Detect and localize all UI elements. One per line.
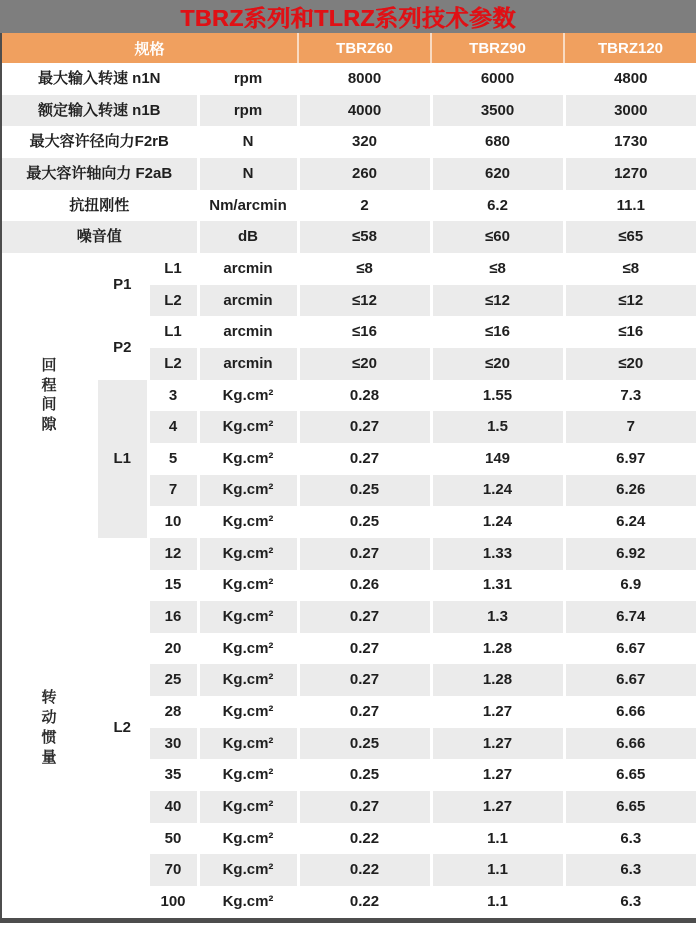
title-band [0, 0, 696, 33]
value-cell: 1.24 [431, 475, 564, 507]
sub-label-cell: 25 [148, 664, 198, 696]
unit-cell: Kg.cm² [198, 664, 298, 696]
bottom-padding [0, 923, 696, 930]
value-cell: 1.1 [431, 886, 564, 918]
unit-cell: arcmin [198, 348, 298, 380]
value-cell: 0.28 [298, 380, 431, 412]
table-row [2, 221, 696, 253]
header-model-tbrz90: TBRZ90 [431, 33, 564, 63]
value-cell: 0.27 [298, 411, 431, 443]
value-cell: ≤20 [564, 348, 696, 380]
sub-label-cell: 16 [148, 601, 198, 633]
value-cell: ≤8 [431, 253, 564, 285]
unit-cell: Kg.cm² [198, 443, 298, 475]
table-row [2, 380, 696, 412]
spec-table [2, 33, 696, 918]
row-label: 最大容许径向力F2rB [2, 126, 198, 158]
block-label-cell: L2 [97, 538, 148, 918]
row-label: 最大容许轴向力 F2aB [2, 158, 198, 190]
value-cell: 1.3 [431, 601, 564, 633]
value-cell: 0.22 [298, 823, 431, 855]
value-cell: 3000 [564, 95, 696, 127]
unit-cell: Kg.cm² [198, 823, 298, 855]
unit-cell: N [198, 158, 298, 190]
value-cell: 4800 [564, 63, 696, 95]
page-title: TBRZ系列和TLRZ系列技术参数 [180, 5, 516, 31]
value-cell: 6.65 [564, 791, 696, 823]
value-cell: 1.5 [431, 411, 564, 443]
unit-cell: Kg.cm² [198, 696, 298, 728]
value-cell: 11.1 [564, 190, 696, 222]
block-label-cell: L1 [97, 380, 148, 538]
table-row [2, 126, 696, 158]
sub-label-cell: 10 [148, 506, 198, 538]
unit-cell: Kg.cm² [198, 886, 298, 918]
header-model-tbrz60: TBRZ60 [298, 33, 431, 63]
value-cell: 6.92 [564, 538, 696, 570]
value-cell: 1.27 [431, 728, 564, 760]
value-cell: 0.27 [298, 633, 431, 665]
value-cell: 0.25 [298, 728, 431, 760]
value-cell: 1.27 [431, 791, 564, 823]
value-cell: 0.27 [298, 664, 431, 696]
group-label-vertical-text: 转 动 惯 量 [41, 689, 57, 766]
value-cell: 1.1 [431, 854, 564, 886]
value-cell: 6.26 [564, 475, 696, 507]
value-cell: 3500 [431, 95, 564, 127]
value-cell: 0.25 [298, 506, 431, 538]
value-cell: 6000 [431, 63, 564, 95]
value-cell: 6.67 [564, 633, 696, 665]
value-cell: ≤12 [564, 285, 696, 317]
unit-cell: Kg.cm² [198, 380, 298, 412]
group-label-vertical-text: 回 程 间 隙 [41, 356, 57, 434]
table-row [2, 538, 696, 570]
unit-cell: Kg.cm² [198, 538, 298, 570]
value-cell: ≤20 [298, 348, 431, 380]
table-row [2, 253, 696, 285]
value-cell: 1.28 [431, 664, 564, 696]
unit-cell: rpm [198, 95, 298, 127]
unit-cell: Kg.cm² [198, 633, 298, 665]
value-cell: 1270 [564, 158, 696, 190]
value-cell: 7 [564, 411, 696, 443]
sub-label-cell: 35 [148, 759, 198, 791]
value-cell: 6.97 [564, 443, 696, 475]
value-cell: 1.24 [431, 506, 564, 538]
table-row [2, 316, 696, 348]
value-cell: 6.9 [564, 570, 696, 602]
sub-label-cell: 40 [148, 791, 198, 823]
value-cell: ≤60 [431, 221, 564, 253]
value-cell: 6.3 [564, 823, 696, 855]
value-cell: 0.27 [298, 791, 431, 823]
unit-cell: N [198, 126, 298, 158]
unit-cell: Kg.cm² [198, 506, 298, 538]
value-cell: 6.66 [564, 728, 696, 760]
table-row [2, 63, 696, 95]
unit-cell: Kg.cm² [198, 791, 298, 823]
sub-label-cell: 50 [148, 823, 198, 855]
row-label: 最大输入转速 n1N [2, 63, 198, 95]
sub-label-cell: L2 [148, 285, 198, 317]
sub-label-cell: 30 [148, 728, 198, 760]
value-cell: ≤12 [431, 285, 564, 317]
sub-label-cell: L1 [148, 316, 198, 348]
header-model-tbrz120: TBRZ120 [564, 33, 696, 63]
sub-label-cell: 15 [148, 570, 198, 602]
value-cell: 1.28 [431, 633, 564, 665]
value-cell: ≤8 [298, 253, 431, 285]
value-cell: 0.27 [298, 601, 431, 633]
value-cell: 620 [431, 158, 564, 190]
unit-cell: Kg.cm² [198, 570, 298, 602]
unit-cell: Kg.cm² [198, 854, 298, 886]
value-cell: 320 [298, 126, 431, 158]
value-cell: 680 [431, 126, 564, 158]
table-row [2, 95, 696, 127]
value-cell: ≤20 [431, 348, 564, 380]
block-label-cell: P1 [97, 253, 148, 316]
value-cell: 0.26 [298, 570, 431, 602]
value-cell: 0.25 [298, 475, 431, 507]
value-cell: ≤58 [298, 221, 431, 253]
value-cell: 0.27 [298, 696, 431, 728]
value-cell: 4000 [298, 95, 431, 127]
value-cell: 7.3 [564, 380, 696, 412]
value-cell: 0.27 [298, 443, 431, 475]
value-cell: 0.22 [298, 886, 431, 918]
value-cell: ≤8 [564, 253, 696, 285]
value-cell: 6.2 [431, 190, 564, 222]
value-cell: 8000 [298, 63, 431, 95]
unit-cell: arcmin [198, 285, 298, 317]
value-cell: ≤12 [298, 285, 431, 317]
value-cell: 6.65 [564, 759, 696, 791]
unit-cell: arcmin [198, 316, 298, 348]
value-cell: 0.22 [298, 854, 431, 886]
unit-cell: Kg.cm² [198, 411, 298, 443]
sub-label-cell: 100 [148, 886, 198, 918]
group-label-cell [2, 538, 97, 918]
value-cell: ≤65 [564, 221, 696, 253]
table-row [2, 190, 696, 222]
group-label-cell [2, 253, 97, 538]
value-cell: 6.3 [564, 886, 696, 918]
value-cell: 1.27 [431, 759, 564, 791]
value-cell: 6.66 [564, 696, 696, 728]
row-label: 噪音值 [2, 221, 198, 253]
unit-cell: dB [198, 221, 298, 253]
value-cell: 1730 [564, 126, 696, 158]
sub-label-cell: L2 [148, 348, 198, 380]
unit-cell: Kg.cm² [198, 728, 298, 760]
value-cell: ≤16 [298, 316, 431, 348]
value-cell: ≤16 [431, 316, 564, 348]
value-cell: 6.74 [564, 601, 696, 633]
value-cell: 6.24 [564, 506, 696, 538]
value-cell: 6.3 [564, 854, 696, 886]
header-row [2, 33, 696, 63]
unit-cell: Kg.cm² [198, 759, 298, 791]
sub-label-cell: 3 [148, 380, 198, 412]
value-cell: 149 [431, 443, 564, 475]
header-spec-label: 规格 [2, 33, 298, 63]
row-label: 抗扭刚性 [2, 190, 198, 222]
unit-cell: Nm/arcmin [198, 190, 298, 222]
unit-cell: Kg.cm² [198, 475, 298, 507]
value-cell: 1.55 [431, 380, 564, 412]
value-cell: 260 [298, 158, 431, 190]
value-cell: 0.27 [298, 538, 431, 570]
row-label: 额定输入转速 n1B [2, 95, 198, 127]
value-cell: 2 [298, 190, 431, 222]
block-label-cell: P2 [97, 316, 148, 379]
value-cell: 1.27 [431, 696, 564, 728]
value-cell: 1.33 [431, 538, 564, 570]
unit-cell: arcmin [198, 253, 298, 285]
value-cell: 1.1 [431, 823, 564, 855]
unit-cell: rpm [198, 63, 298, 95]
value-cell: 1.31 [431, 570, 564, 602]
sub-label-cell: 12 [148, 538, 198, 570]
sub-label-cell: 28 [148, 696, 198, 728]
value-cell: ≤16 [564, 316, 696, 348]
sub-label-cell: L1 [148, 253, 198, 285]
value-cell: 0.25 [298, 759, 431, 791]
sub-label-cell: 20 [148, 633, 198, 665]
sub-label-cell: 7 [148, 475, 198, 507]
unit-cell: Kg.cm² [198, 601, 298, 633]
table-wrap [0, 33, 696, 918]
table-row [2, 158, 696, 190]
value-cell: 6.67 [564, 664, 696, 696]
sub-label-cell: 5 [148, 443, 198, 475]
sub-label-cell: 4 [148, 411, 198, 443]
sub-label-cell: 70 [148, 854, 198, 886]
